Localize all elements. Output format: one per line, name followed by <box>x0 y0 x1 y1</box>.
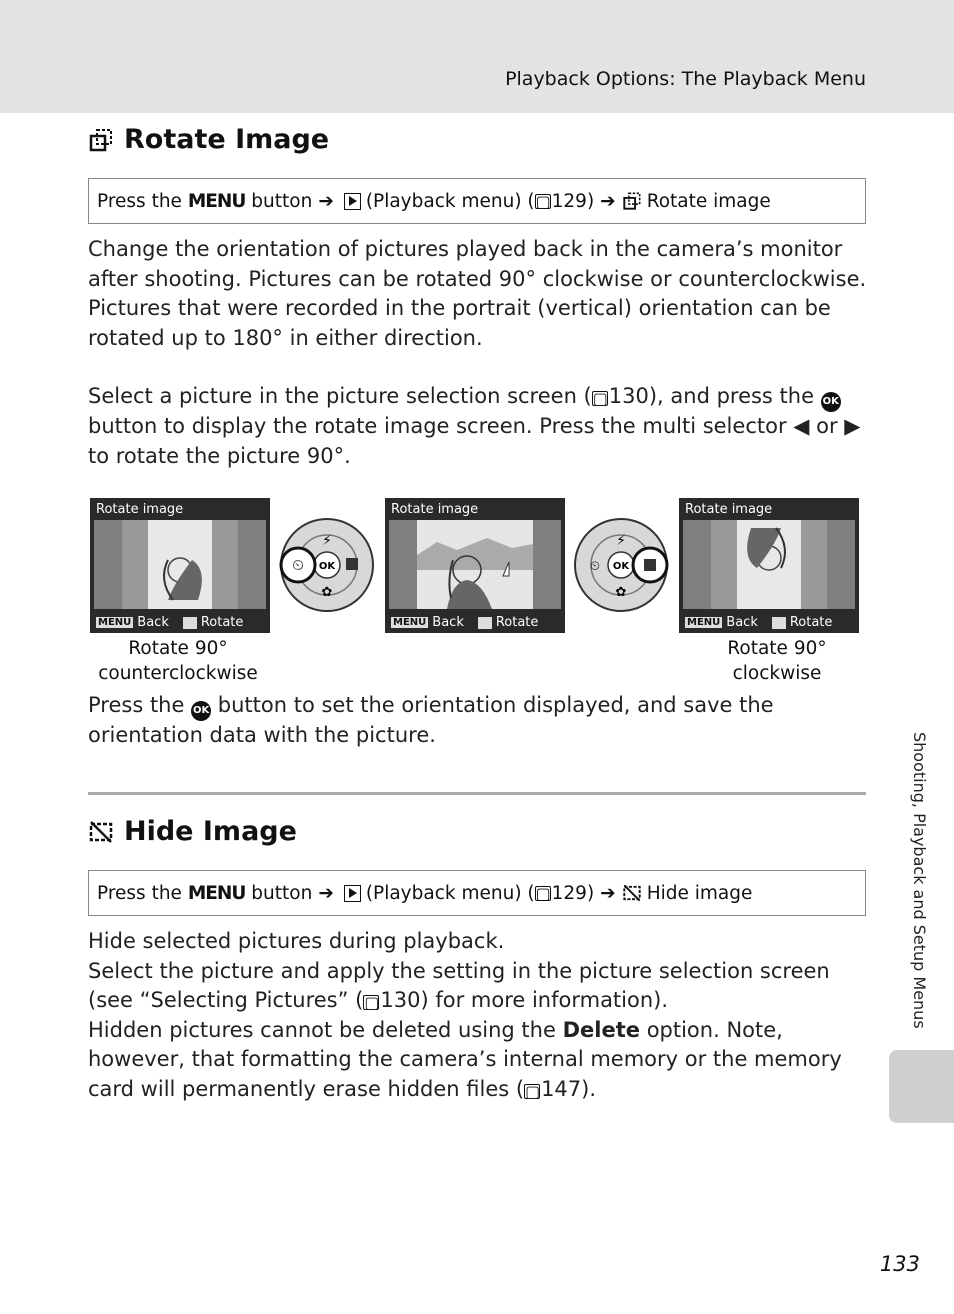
screen-footer <box>96 615 243 630</box>
menu-path-ref: 129 <box>551 190 587 212</box>
menu-path-item: Hide image <box>646 882 753 904</box>
screen-title: Rotate image <box>391 502 479 517</box>
svg-text:⚡: ⚡ <box>616 533 626 549</box>
arrow-icon: ➔ <box>318 882 334 904</box>
playback-icon <box>344 193 361 210</box>
menu-path-playback: (Playback menu) ( <box>365 882 535 904</box>
menu-path-button: button <box>251 882 313 904</box>
svg-text:✿: ✿ <box>321 585 333 600</box>
hide-line-3b: option. Note, however, that formatting the camera’s internal memory or the memory card will permanently erase hidden files ( <box>88 1017 842 1101</box>
multi-selector-right-icon <box>573 518 669 612</box>
caption-ccw <box>90 636 266 686</box>
hide-line-3-ref: 147 <box>541 1076 582 1101</box>
hide-line-3a: Hidden pictures cannot be deleted using the <box>88 1017 556 1042</box>
instr-text-b: ), and press the <box>648 384 815 408</box>
screen-rotate-label: Rotate <box>789 615 833 630</box>
rotate-para-2: Pictures that were recorded in the portrait (vertical) orientation can be rotated up to 180° in either direction. <box>88 296 831 350</box>
svg-text:OK: OK <box>318 561 336 572</box>
screen-rotate-label: Rotate <box>200 615 244 630</box>
rotate-instructions <box>88 382 868 471</box>
hide-section-title <box>88 816 297 847</box>
svg-text:✿: ✿ <box>615 585 627 600</box>
svg-text:OK: OK <box>612 561 630 572</box>
screen-rotate-label: Rotate <box>495 615 539 630</box>
instr-ref: 130 <box>608 384 649 408</box>
caption-cw-line1: Rotate 90° <box>727 638 827 659</box>
menu-button-word: MENU <box>187 882 246 904</box>
right-arrow-icon: ▶ <box>844 414 861 438</box>
menu-path-close: ) <box>586 190 595 212</box>
screen-original <box>385 498 565 633</box>
hide-icon <box>622 883 642 903</box>
menu-path-playback: (Playback menu) ( <box>365 190 535 212</box>
ok-button-icon: OK <box>191 701 211 721</box>
screen-photo <box>94 520 266 609</box>
instr-text-a: Select a picture in the picture selection screen ( <box>88 384 592 408</box>
instr-text-d: to rotate the picture 90°. <box>88 443 351 468</box>
menu-button-word: MENU <box>187 190 246 212</box>
menu-path-ref: 129 <box>551 882 587 904</box>
screen-title: Rotate image <box>96 502 184 517</box>
menu-path-button: button <box>251 190 313 212</box>
screen-footer <box>391 615 538 630</box>
rotate-confirm-text <box>88 691 868 751</box>
hide-line-2a: Select the picture and apply the setting in the picture selection screen (see “Selecting Pictures” ( <box>88 958 830 1012</box>
page-number: 133 <box>879 1252 920 1276</box>
left-right-icon <box>772 617 786 629</box>
screen-back-label: Back <box>432 615 464 630</box>
reference-icon: ▢ <box>535 883 551 903</box>
screen-title: Rotate image <box>685 502 773 517</box>
reference-icon: ▢ <box>364 993 380 1012</box>
menu-icon: MENU <box>393 617 427 628</box>
hide-line-2 <box>88 957 868 1016</box>
side-tab-text: Shooting, Playback and Setup Menus <box>910 732 929 1029</box>
menu-path-press: Press the <box>97 882 182 904</box>
hide-line-3c: ). <box>581 1076 597 1101</box>
left-arrow-icon: ◀ <box>793 414 810 438</box>
hide-line-2-ref: 130 <box>380 988 421 1012</box>
caption-ccw-line1: Rotate 90° <box>128 638 228 659</box>
hide-line-2b: ) for more information). <box>420 988 669 1012</box>
hide-line-1: Hide selected pictures during playback. <box>88 929 505 953</box>
rotate-icon <box>88 127 114 153</box>
screen-back-label: Back <box>726 615 758 630</box>
header-band <box>0 0 954 113</box>
menu-path-item: Rotate image <box>646 190 771 212</box>
playback-icon <box>344 885 361 902</box>
screen-rotate-cw <box>679 498 859 633</box>
menu-path-close: ) <box>586 882 595 904</box>
side-tab-marker <box>889 1050 954 1123</box>
hide-menu-path <box>88 870 866 916</box>
caption-cw-line2: clockwise <box>732 663 822 684</box>
rotate-description <box>88 235 868 353</box>
delete-option-label: Delete <box>562 1017 640 1042</box>
reference-icon: ▢ <box>525 1081 541 1101</box>
screen-rotate-ccw <box>90 498 270 633</box>
screen-photo <box>389 520 561 609</box>
caption-ccw-line2: counterclockwise <box>98 663 258 684</box>
rotate-section-title <box>88 124 329 155</box>
confirm-text-b: button to set the orientation displayed, and save the orientation data with the picture. <box>88 693 774 747</box>
svg-text:⏲: ⏲ <box>292 556 304 574</box>
rotate-para-1: Change the orientation of pictures played back in the camera’s monitor after shooting. Pictures can be rotated 90° clockwise or counterclockwise. <box>88 237 867 291</box>
arrow-icon: ➔ <box>318 190 334 212</box>
screen-footer <box>685 615 832 630</box>
screen-back-label: Back <box>137 615 169 630</box>
side-tab-label <box>909 732 929 1036</box>
svg-text:⚡: ⚡ <box>322 533 332 549</box>
reference-icon: ▢ <box>592 389 608 408</box>
hide-icon <box>88 819 114 845</box>
arrow-icon: ➔ <box>600 190 616 212</box>
rotate-icon <box>622 191 642 211</box>
running-head: Playback Options: The Playback Menu <box>505 68 866 90</box>
section-divider <box>88 792 866 795</box>
reference-icon: ▢ <box>535 191 551 211</box>
rotate-menu-path <box>88 178 866 224</box>
caption-cw <box>689 636 865 686</box>
left-right-icon <box>478 617 492 629</box>
ok-button-icon: OK <box>821 392 841 412</box>
svg-text:⏲: ⏲ <box>589 559 601 574</box>
left-right-icon <box>183 617 197 629</box>
hide-description <box>88 927 868 1104</box>
menu-icon: MENU <box>687 617 721 628</box>
screen-photo <box>683 520 855 609</box>
instr-text-c: button to display the rotate image screen. Press the multi selector <box>88 414 787 438</box>
hide-title-text: Hide Image <box>124 816 297 847</box>
rotate-title-text: Rotate Image <box>124 124 330 155</box>
menu-icon: MENU <box>98 617 132 628</box>
confirm-text-a: Press the <box>88 693 185 717</box>
menu-path-press: Press the <box>97 190 182 212</box>
hide-line-3 <box>88 1016 868 1105</box>
instr-or: or <box>816 414 838 438</box>
arrow-icon: ➔ <box>600 882 616 904</box>
multi-selector-left-icon <box>279 518 375 612</box>
